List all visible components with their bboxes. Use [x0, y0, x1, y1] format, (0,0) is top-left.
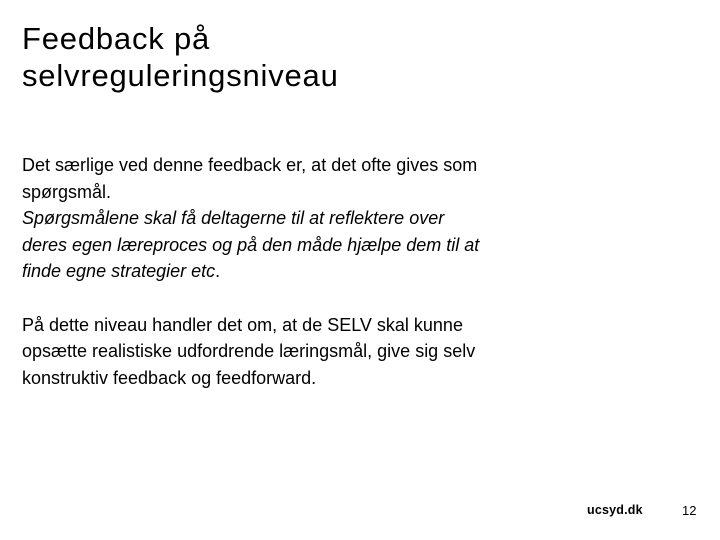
paragraph-1-italic-line-1: Spørgsmålene skal få deltagerne til at reflektere over	[22, 208, 445, 228]
slide-body	[22, 152, 582, 391]
footer-site-logo: ucsyd.dk	[587, 503, 643, 517]
paragraph-2	[22, 312, 582, 392]
paragraph-2-line-2: opsætte realistiske udfordrende læringsmål, give sig selv	[22, 341, 476, 361]
title-line-2: selvreguleringsniveau	[22, 58, 339, 93]
paragraph-1-italic-line-2: deres egen læreproces og på den måde hjælpe dem til at	[22, 234, 480, 255]
paragraph-1	[22, 152, 582, 285]
page-number: 12	[682, 503, 697, 518]
paragraph-1-end-period: .	[215, 261, 221, 281]
paragraph-2-line-3: konstruktiv feedback og feedforward.	[22, 367, 317, 388]
slide-title	[22, 20, 682, 94]
title-line-1: Feedback på	[22, 21, 211, 56]
paragraph-1-line-1: Det særlige ved denne feedback er, at det ofte gives som	[22, 155, 478, 175]
paragraph-1-italic-line-3: finde egne strategier etc	[22, 261, 216, 281]
paragraph-1-line-2: spørgsmål.	[22, 181, 112, 202]
paragraph-2-line-1: På dette niveau handler det om, at de SELV skal kunne	[22, 314, 463, 335]
